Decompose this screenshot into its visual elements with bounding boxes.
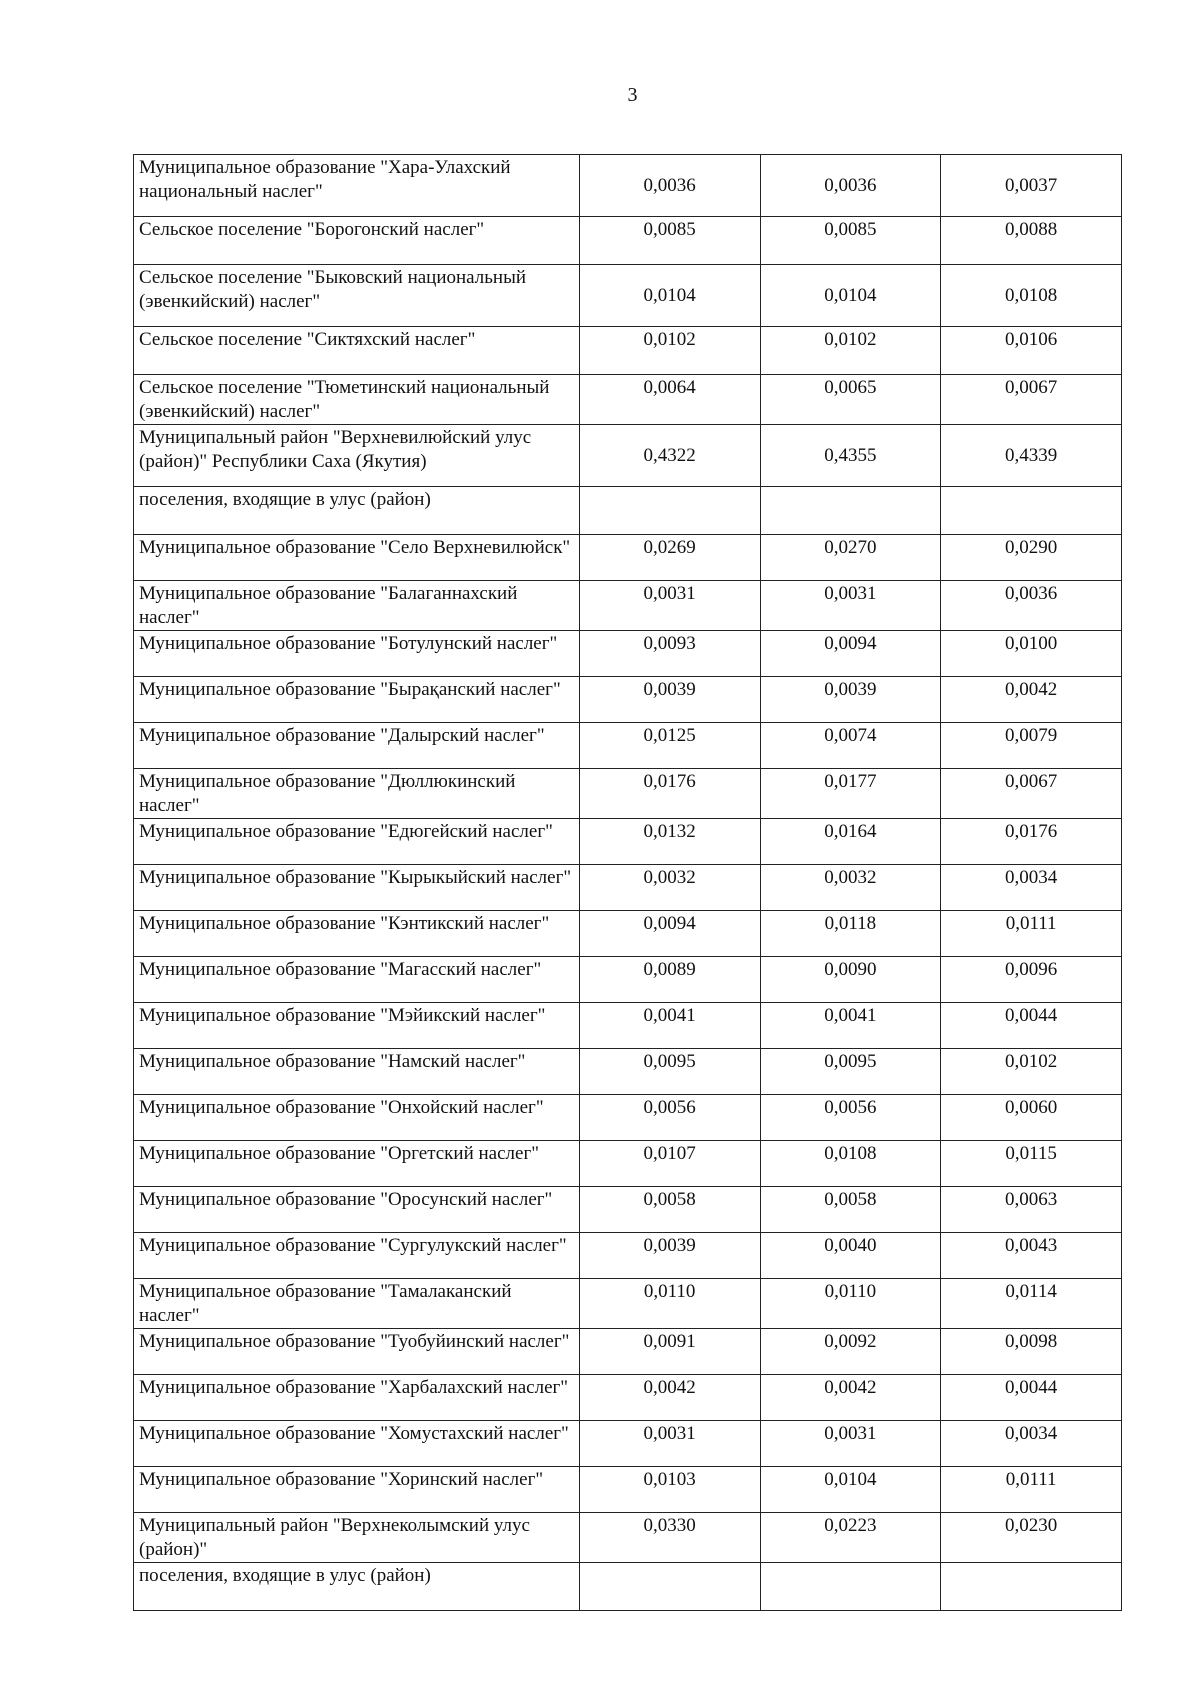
- value-cell-1: 0,0032: [579, 865, 760, 911]
- value-cell-3: 0,0290: [941, 535, 1122, 581]
- municipality-name-cell: Муниципальное образование "Магасский наслег": [134, 957, 580, 1003]
- table-row: [134, 865, 1122, 911]
- municipality-name-cell: Сельское поселение "Борогонский наслег": [134, 217, 580, 265]
- value-cell-1: [579, 487, 760, 535]
- value-cell-2: 0,0104: [760, 1467, 941, 1513]
- table-row: [134, 327, 1122, 375]
- municipality-name-cell: Сельское поселение "Быковский национальный (эвенкийский) наслег": [134, 265, 580, 327]
- municipality-name-cell: Муниципальное образование "Онхойский наслег": [134, 1095, 580, 1141]
- value-cell-3: 0,0098: [941, 1329, 1122, 1375]
- table-row: [134, 1279, 1122, 1329]
- table-row: [134, 1049, 1122, 1095]
- value-cell-3: [941, 1563, 1122, 1611]
- value-cell-1: 0,0269: [579, 535, 760, 581]
- table-row: [134, 1467, 1122, 1513]
- municipality-name-cell: Муниципальное образование "Едюгейский наслег": [134, 819, 580, 865]
- value-cell-1: 0,0125: [579, 723, 760, 769]
- table-row: [134, 1233, 1122, 1279]
- value-cell-1: 0,0058: [579, 1187, 760, 1233]
- table-row: [134, 819, 1122, 865]
- municipality-name-cell: Муниципальное образование "Далырский наслег": [134, 723, 580, 769]
- allocation-table: [133, 154, 1122, 1611]
- table-row: [134, 631, 1122, 677]
- value-cell-2: 0,0102: [760, 327, 941, 375]
- value-cell-3: 0,0037: [941, 155, 1122, 217]
- municipality-name-cell: Муниципальное образование "Село Верхневилюйск": [134, 535, 580, 581]
- value-cell-3: 0,0043: [941, 1233, 1122, 1279]
- table-row: [134, 677, 1122, 723]
- value-cell-3: 0,0230: [941, 1513, 1122, 1563]
- value-cell-3: 0,0079: [941, 723, 1122, 769]
- value-cell-1: 0,4322: [579, 425, 760, 487]
- value-cell-3: 0,0106: [941, 327, 1122, 375]
- municipality-name-cell: Муниципальное образование "Хоринский наслег": [134, 1467, 580, 1513]
- value-cell-2: 0,0118: [760, 911, 941, 957]
- table-row: [134, 769, 1122, 819]
- table-row: [134, 1513, 1122, 1563]
- value-cell-2: 0,0042: [760, 1375, 941, 1421]
- value-cell-3: 0,0034: [941, 1421, 1122, 1467]
- value-cell-1: 0,0104: [579, 265, 760, 327]
- value-cell-1: 0,0095: [579, 1049, 760, 1095]
- value-cell-2: [760, 1563, 941, 1611]
- table-row: [134, 1563, 1122, 1611]
- municipality-name-cell: Муниципальное образование "Хомустахский наслег": [134, 1421, 580, 1467]
- table-row: [134, 911, 1122, 957]
- value-cell-1: 0,0103: [579, 1467, 760, 1513]
- municipality-name-cell: Сельское поселение "Сиктяхский наслег": [134, 327, 580, 375]
- value-cell-2: 0,0177: [760, 769, 941, 819]
- municipality-name-cell: Муниципальный район "Верхнеколымский улус (район)": [134, 1513, 580, 1563]
- value-cell-3: 0,0034: [941, 865, 1122, 911]
- value-cell-2: 0,0074: [760, 723, 941, 769]
- value-cell-2: 0,0031: [760, 1421, 941, 1467]
- value-cell-2: 0,0036: [760, 155, 941, 217]
- municipality-name-cell: Муниципальное образование "Балаганнахский наслег": [134, 581, 580, 631]
- value-cell-3: 0,0100: [941, 631, 1122, 677]
- value-cell-1: 0,0031: [579, 581, 760, 631]
- value-cell-1: 0,0102: [579, 327, 760, 375]
- municipality-name-cell: Муниципальное образование "Тамалаканский наслег": [134, 1279, 580, 1329]
- municipality-name-cell: Сельское поселение "Тюметинский национальный (эвенкийский) наслег": [134, 375, 580, 425]
- value-cell-1: 0,0330: [579, 1513, 760, 1563]
- table-row: [134, 957, 1122, 1003]
- municipality-name-cell: Муниципальное образование "Оросунский наслег": [134, 1187, 580, 1233]
- value-cell-2: 0,0095: [760, 1049, 941, 1095]
- value-cell-1: 0,0036: [579, 155, 760, 217]
- value-cell-2: 0,0270: [760, 535, 941, 581]
- table-row: [134, 1095, 1122, 1141]
- value-cell-3: 0,0063: [941, 1187, 1122, 1233]
- value-cell-2: 0,0031: [760, 581, 941, 631]
- value-cell-1: 0,0110: [579, 1279, 760, 1329]
- value-cell-1: 0,0176: [579, 769, 760, 819]
- value-cell-1: 0,0132: [579, 819, 760, 865]
- table-row: [134, 155, 1122, 217]
- value-cell-3: [941, 487, 1122, 535]
- table-row: [134, 1329, 1122, 1375]
- table-row: [134, 581, 1122, 631]
- value-cell-1: 0,0094: [579, 911, 760, 957]
- municipality-name-cell: Муниципальное образование "Бырақанский наслег": [134, 677, 580, 723]
- value-cell-2: 0,0085: [760, 217, 941, 265]
- table-row: [134, 265, 1122, 327]
- value-cell-1: 0,0039: [579, 1233, 760, 1279]
- value-cell-2: 0,0058: [760, 1187, 941, 1233]
- municipality-name-cell: поселения, входящие в улус (район): [134, 487, 580, 535]
- value-cell-3: 0,4339: [941, 425, 1122, 487]
- page-number: 3: [627, 84, 638, 106]
- value-cell-2: 0,0032: [760, 865, 941, 911]
- table-row: [134, 1003, 1122, 1049]
- value-cell-3: 0,0067: [941, 769, 1122, 819]
- value-cell-1: 0,0091: [579, 1329, 760, 1375]
- municipality-name-cell: Муниципальное образование "Дюллюкинский наслег": [134, 769, 580, 819]
- value-cell-1: 0,0041: [579, 1003, 760, 1049]
- municipality-name-cell: Муниципальное образование "Харбалахский наслег": [134, 1375, 580, 1421]
- value-cell-3: 0,0096: [941, 957, 1122, 1003]
- value-cell-2: 0,0056: [760, 1095, 941, 1141]
- municipality-name-cell: Муниципальный район "Верхневилюйский улус (район)" Республики Саха (Якутия): [134, 425, 580, 487]
- table-row: [134, 1141, 1122, 1187]
- value-cell-1: 0,0093: [579, 631, 760, 677]
- value-cell-3: 0,0176: [941, 819, 1122, 865]
- value-cell-3: 0,0042: [941, 677, 1122, 723]
- municipality-name-cell: Муниципальное образование "Мэйикский наслег": [134, 1003, 580, 1049]
- value-cell-1: 0,0107: [579, 1141, 760, 1187]
- value-cell-2: 0,0039: [760, 677, 941, 723]
- value-cell-1: 0,0085: [579, 217, 760, 265]
- value-cell-1: 0,0056: [579, 1095, 760, 1141]
- value-cell-2: 0,0164: [760, 819, 941, 865]
- value-cell-2: [760, 487, 941, 535]
- value-cell-2: 0,0104: [760, 265, 941, 327]
- value-cell-3: 0,0060: [941, 1095, 1122, 1141]
- value-cell-3: 0,0102: [941, 1049, 1122, 1095]
- table-row: [134, 1187, 1122, 1233]
- municipality-name-cell: Муниципальное образование "Хара-Улахский национальный наслег": [134, 155, 580, 217]
- value-cell-2: 0,0041: [760, 1003, 941, 1049]
- table-row: [134, 1375, 1122, 1421]
- value-cell-2: 0,0092: [760, 1329, 941, 1375]
- value-cell-3: 0,0088: [941, 217, 1122, 265]
- municipality-name-cell: Муниципальное образование "Туобуйинский наслег": [134, 1329, 580, 1375]
- value-cell-3: 0,0067: [941, 375, 1122, 425]
- table-row: [134, 217, 1122, 265]
- value-cell-3: 0,0114: [941, 1279, 1122, 1329]
- municipality-name-cell: Муниципальное образование "Кэнтикский наслег": [134, 911, 580, 957]
- municipality-name-cell: Муниципальное образование "Намский наслег": [134, 1049, 580, 1095]
- municipality-name-cell: Муниципальное образование "Ботулунский наслег": [134, 631, 580, 677]
- value-cell-3: 0,0115: [941, 1141, 1122, 1187]
- table-row: [134, 723, 1122, 769]
- value-cell-3: 0,0036: [941, 581, 1122, 631]
- value-cell-3: 0,0111: [941, 911, 1122, 957]
- value-cell-1: 0,0031: [579, 1421, 760, 1467]
- value-cell-3: 0,0108: [941, 265, 1122, 327]
- value-cell-1: 0,0042: [579, 1375, 760, 1421]
- value-cell-3: 0,0111: [941, 1467, 1122, 1513]
- value-cell-2: 0,0090: [760, 957, 941, 1003]
- table-row: [134, 425, 1122, 487]
- value-cell-1: 0,0064: [579, 375, 760, 425]
- value-cell-2: 0,4355: [760, 425, 941, 487]
- value-cell-2: 0,0065: [760, 375, 941, 425]
- value-cell-2: 0,0110: [760, 1279, 941, 1329]
- value-cell-1: 0,0039: [579, 677, 760, 723]
- municipality-name-cell: Муниципальное образование "Кырыкыйский наслег": [134, 865, 580, 911]
- value-cell-3: 0,0044: [941, 1003, 1122, 1049]
- value-cell-2: 0,0094: [760, 631, 941, 677]
- municipality-name-cell: Муниципальное образование "Оргетский наслег": [134, 1141, 580, 1187]
- value-cell-3: 0,0044: [941, 1375, 1122, 1421]
- value-cell-2: 0,0040: [760, 1233, 941, 1279]
- table-row: [134, 535, 1122, 581]
- table-row: [134, 487, 1122, 535]
- municipality-name-cell: Муниципальное образование "Сургулукский наслег": [134, 1233, 580, 1279]
- municipality-name-cell: поселения, входящие в улус (район): [134, 1563, 580, 1611]
- value-cell-1: [579, 1563, 760, 1611]
- value-cell-2: 0,0223: [760, 1513, 941, 1563]
- table-row: [134, 375, 1122, 425]
- value-cell-1: 0,0089: [579, 957, 760, 1003]
- table-row: [134, 1421, 1122, 1467]
- value-cell-2: 0,0108: [760, 1141, 941, 1187]
